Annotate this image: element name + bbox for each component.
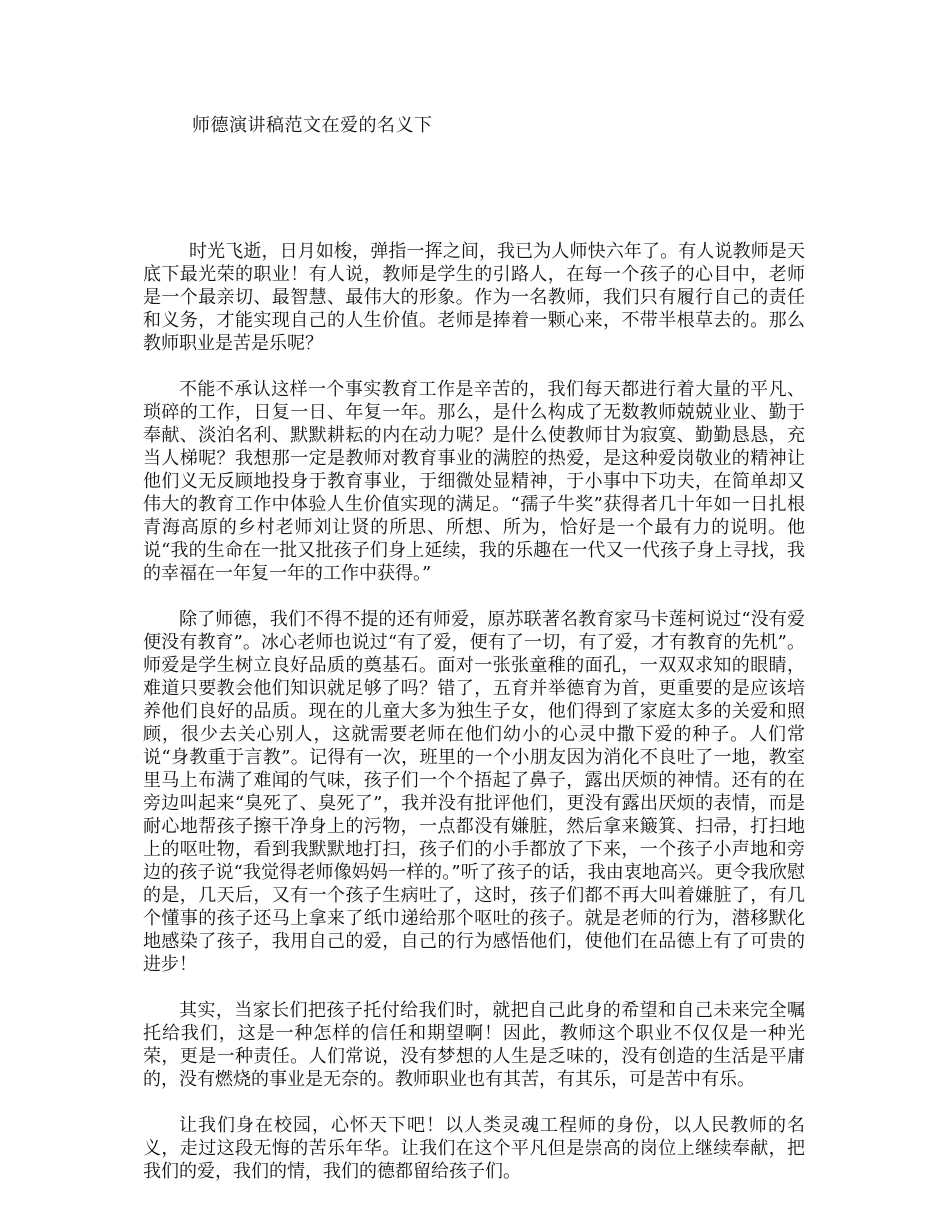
document-body xyxy=(143,240,805,1206)
document-title: 师德演讲稿范文在爱的名义下 xyxy=(192,115,433,136)
paragraph-1: 时光飞逝，日月如梭，弹指一挥之间，我已为人师快六年了。有人说教师是天底下最光荣的职业！有人说，教师是学生的引路人，在每一个孩子的心目中，老师是一个最亲切、最智慧、最伟大的形象。作为一名教师，我们只有履行自己的责任和义务，才能实现自己的人生价值。老师是捧着一颗心来，不带半根草去的。那么教师职业是苦是乐呢？ xyxy=(143,241,805,354)
paragraph-2: 不能不承认这样一个事实教育工作是辛苦的，我们每天都进行着大量的平凡、琐碎的工作，日复一日、年复一年。那么，是什么构成了无数教师兢兢业业、勤于奉献、淡泊名利、默默耕耘的内在动力呢？是什么使教师甘为寂寞、勤勤恳恳，充当人梯呢？我想那一定是教师对教育事业的满腔的热爱，是这种爱岗敬业的精神让他们义无反顾地投身于教育事业，于细微处显精神，于小事中下功夫，在简单却又伟大的教育工作中体验人生价值实现的满足。“孺子牛奖”获得者几十年如一日扎根青海高原的乡村老师刘让贤的所思、所想、所为，恰好是一个最有力的说明。他说“我的生命在一批又批孩子们身上延续，我的乐趣在一代又一代孩子身上寻找，我的幸福在一年复一年的工作中获得。” xyxy=(143,379,805,584)
paragraph-3: 除了师德，我们不得不提的还有师爱，原苏联著名教育家马卡莲柯说过“没有爱便没有教育”。冰心老师也说过“有了爱，便有了一切，有了爱，才有教育的先机”。师爱是学生树立良好品质的奠基石。面对一张张童稚的面孔，一双双求知的眼睛，难道只要教会他们知识就足够了吗？错了，五育并举德育为首，更重要的是应该培养他们良好的品质。现在的儿童大多为独生子女，他们得到了家庭太多的关爱和照顾，很少去关心别人，这就需要老师在他们幼小的心灵中撒下爱的种子。人们常说“身教重于言教”。记得有一次，班里的一个小朋友因为消化不良吐了一地，教室里马上布满了难闻的气味，孩子们一个个捂起了鼻子，露出厌烦的神情。还有的在旁边叫起来“臭死了、臭死了”，我并没有批评他们，更没有露出厌烦的表情，而是耐心地帮孩子擦干净身上的污物，一点都没有嫌脏，然后拿来簸箕、扫帚，打扫地上的呕吐物，看到我默默地打扫，孩子们的小手都放了下来，一个孩子小声地和旁边的孩子说“我觉得老师像妈妈一样的。”听了孩子的话，我由衷地高兴。更令我欣慰的是，几天后，又有一个孩子生病吐了，这时，孩子们都不再大叫着嫌脏了，有几个懂事的孩子还马上拿来了纸巾递给那个呕吐的孩子。就是老师的行为，潜移默化地感染了孩子，我用自己的爱，自己的行为感悟他们，使他们在品德上有了可贵的进步！ xyxy=(143,609,805,975)
paragraph-5: 让我们身在校园，心怀天下吧！以人类灵魂工程师的身份，以人民教师的名义，走过这段无悔的苦乐年华。让我们在这个平凡但是崇高的岗位上继续奉献，把我们的爱，我们的情，我们的德都留给孩子们。 xyxy=(143,1115,805,1182)
paragraph-4: 其实，当家长们把孩子托付给我们时，就把自己此身的希望和自己未来完全嘱托给我们，这是一种怎样的信任和期望啊！因此，教师这个职业不仅仅是一种光荣，更是一种责任。人们常说，没有梦想的人生是乏味的，没有创造的生活是平庸的，没有燃烧的事业是无奈的。教师职业也有其苦，有其乐，可是苦中有乐。 xyxy=(143,1000,805,1090)
